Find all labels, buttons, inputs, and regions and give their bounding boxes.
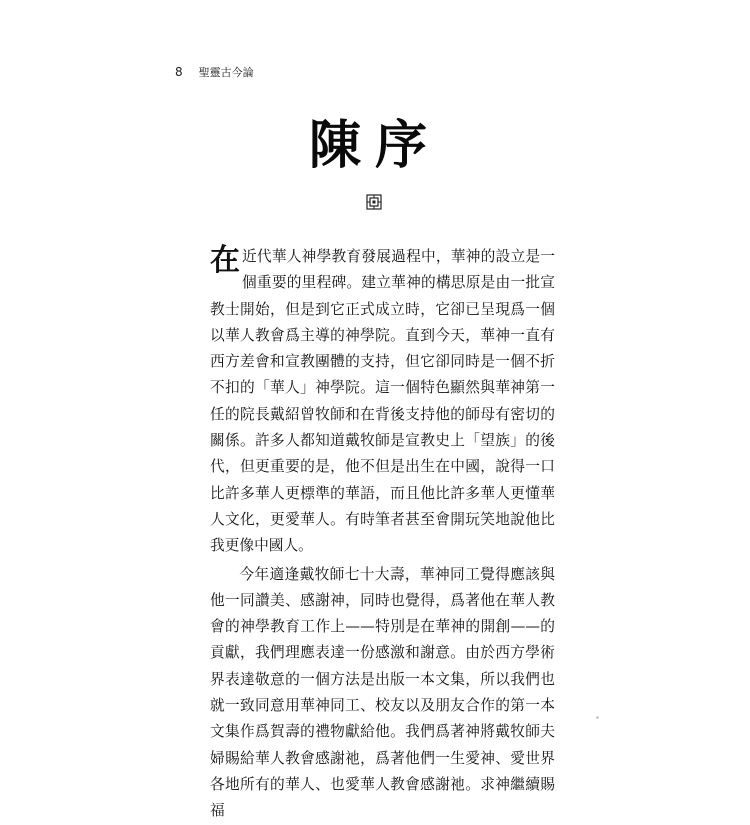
running-header — [175, 64, 254, 80]
print-mark — [596, 716, 599, 719]
drop-cap: 在 — [210, 243, 240, 278]
chapter-title: 陳序 — [308, 116, 441, 176]
paragraph-1-text: 近代華人神學教育發展過程中，華神的設立是一個重要的里程碑。建立華神的構思原是由一批宣教士開始，但是到它正式成立時，它卻已呈現爲一個以華人教會爲主導的神學院。直到今天，華神一直有西方差會和宣教團體的支持，但它卻同時是一個不折不扣的「華人」神學院。這一個特色顯然與華神第一任的院長戴紹曾牧師和在背後支持他的師母有密切的關係。許多人都知道戴牧師是宣教史上「望族」的後代，但更重要的是，他不但是出生在中國，說得一口比許多華人更標準的華語，而且他比許多華人更懂華人文化，更愛華人。有時筆者甚至會開玩笑地說他比我更像中國人。 — [210, 248, 555, 555]
paragraph-1 — [210, 244, 555, 560]
ornament-icon — [366, 194, 382, 210]
body-text — [210, 244, 555, 825]
book-title: 聖靈古今論 — [198, 66, 254, 79]
page-number: 8 — [175, 65, 183, 79]
paragraph-2: 今年適逢戴牧師七十大壽，華神同工覺得應該與他一同讚美、感謝神，同時也覺得，爲著他在華人教會的神學教育工作上——特別是在華神的開創——的貢獻，我們理應表達一份感激和謝意。由於西方學術界表達敬意的一個方法是出版一本文集，所以我們也就一致同意用華神同工、校友以及朋友合作的第一本文集作爲賀壽的禮物獻給他。我們爲著神將戴牧師夫婦賜給華人教會感謝祂，爲著他們一生愛神、愛世界各地所有的華人、也愛華人教會感謝祂。求神繼續賜福 — [210, 565, 555, 820]
